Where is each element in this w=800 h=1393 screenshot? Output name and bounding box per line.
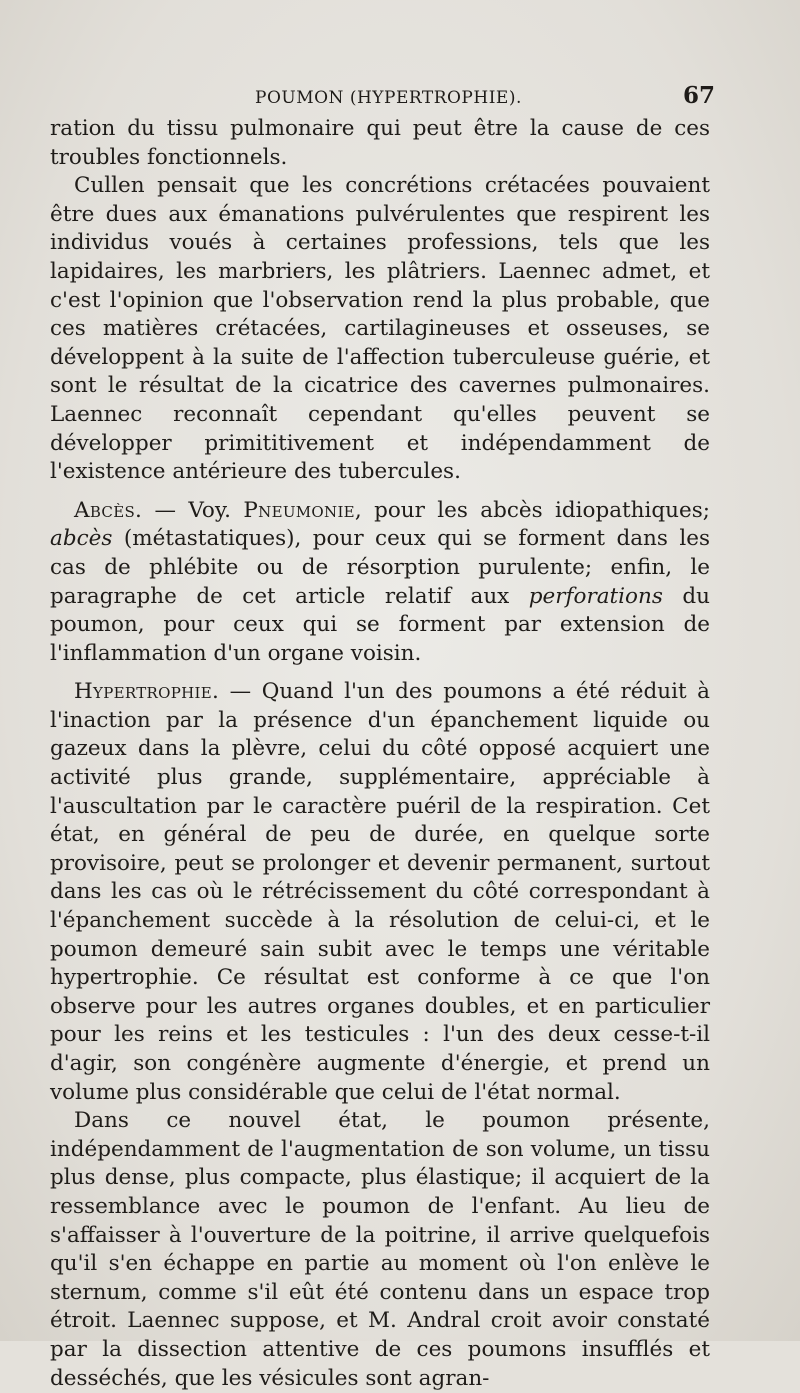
page-header [0,82,800,116]
cross-ref-perforations: perforations [528,583,663,609]
paragraph-cullen: Cullen pensait que les concrétions crétacées pouvaient être dues aux émanations pulvérulentes que respirent les individus voués à certaines professions, tels que les lapidaires, les marbriers, les plâtriers. Laennec admet, et c'est l'opinion que l'observation rend la plus probable, que ces matières crétacées, cartilagineuses et osseuses, se développent à la suite de l'affection tuberculeuse guérie, et sont le résultat de la cicatrice des cavernes pulmonaires. Laennec reconnaît cependant qu'elles peuvent se développer primititivement et indépendamment de l'existence antérieure des tubercules. [50,173,710,485]
paragraph-continuation: ration du tissu pulmonaire qui peut être la cause de ces troubles fonctionnels. [50,116,710,170]
cross-ref-pneumonie: Pneumonie [243,497,355,523]
body-text [50,115,710,1393]
abces-text-2: (métastatiques), pour ceux qui se forment dans les cas de phlébite ou de résorption purulente; enfin, le paragraphe de cet article relatif aux [50,526,710,609]
page-number: 67 [683,82,716,109]
cross-ref-abces: abcès [50,526,113,552]
paragraph-abces [50,497,710,669]
paragraph-nouvel-etat: Dans ce nouvel état, le poumon présente, indépendamment de l'augmentation de son volume, un tissu plus dense, plus compacte, plus élastique; il acquiert de la ressemblance avec le poumon de l'enfant. Au lieu de s'affaisser à l'ouverture de la poitrine, il arrive quelquefois qu'il s'en échappe en partie au moment où l'on enlève le sternum, comme s'il eût été contenu dans un espace trop étroit. Laennec suppose, et M. Andral croit avoir constaté par la dissection attentive de ces poumons insufflés et desséchés, que les vésicules sont agran- [50,1108,710,1391]
abces-text-1: , pour les abcès idiopathiques; [354,497,711,523]
voy-text: — Voy. [154,497,232,523]
section-heading-hypertrophie: Hypertrophie. [74,679,220,705]
hypertrophie-text: — Quand l'un des poumons a été réduit à l'inaction par la présence d'un épanchement liquide ou gazeux dans la plèvre, celui du côté opposé acquiert une activité plus grande, supplémentaire, appréciable à l'auscultation par le caractère puéril de la respiration. Cet état, en général de peu de durée, en quelque sorte provisoire, peut se prolonger et devenir permanent, surtout dans les cas où le rétrécissement du côté correspondant à l'épanchement succède à la résolution de celui-ci, et le poumon demeuré sain subit avec le temps une véritable hypertrophie. Ce résultat est conforme à ce que l'on observe pour les autres organes doubles, et en particulier pour les reins et les testicules : l'un des deux cesse-t-il d'agir, son congénère augmente d'énergie, et prend un volume plus considérable que celui de l'état normal. [50,679,710,1105]
paragraph-hypertrophie [50,678,710,1107]
section-heading-abces: Abcès. [74,497,143,523]
abces-text-3: du poumon, pour ceux qui se forment par extension de l'inflammation d'un organe voisin. [50,583,710,666]
running-title: POUMON (HYPERTROPHIE). [255,88,522,108]
